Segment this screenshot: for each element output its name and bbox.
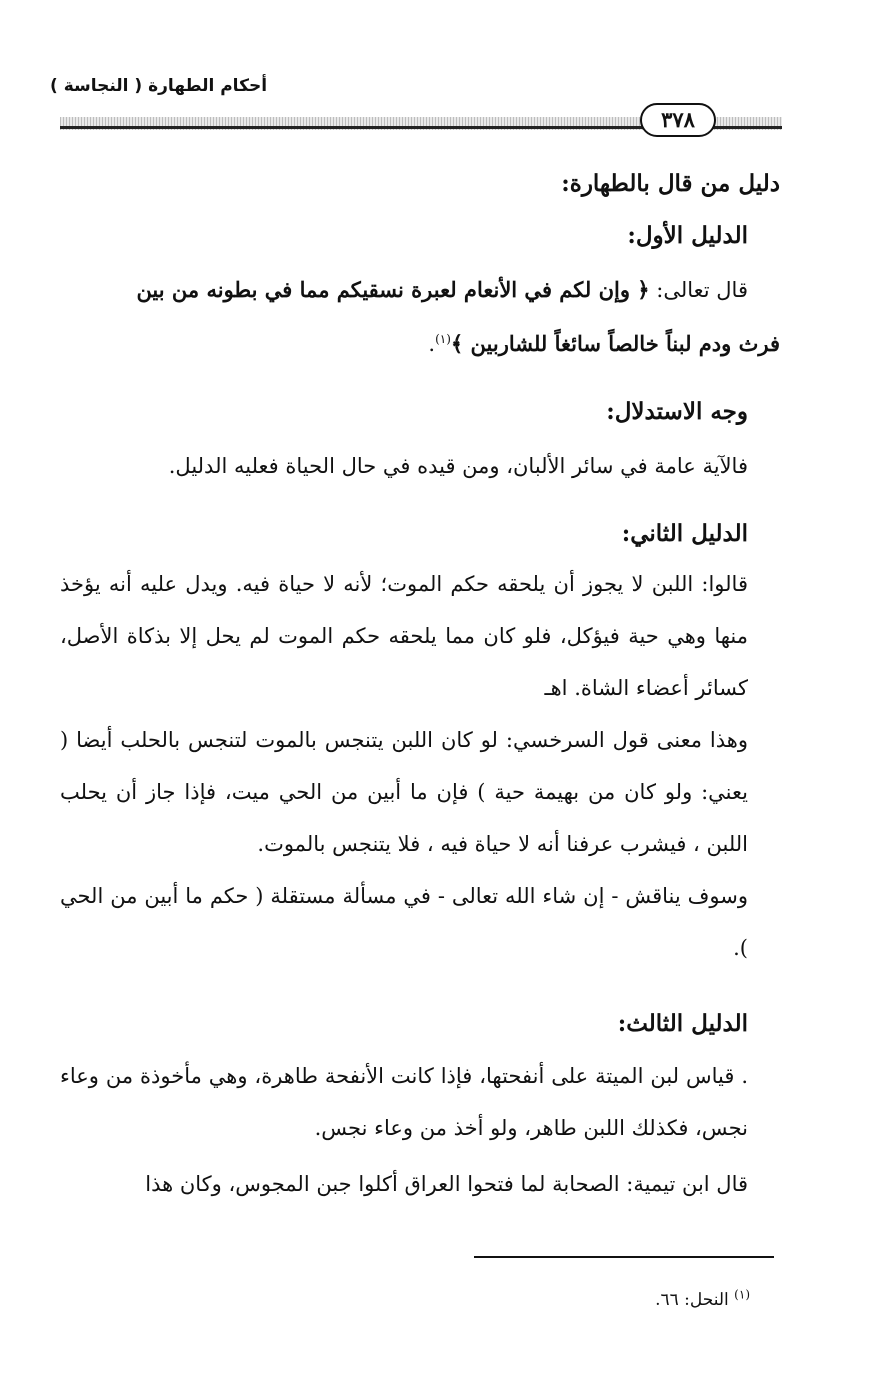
heading-second-evidence: الدليل الثاني: bbox=[621, 520, 748, 547]
heading-third-evidence: الدليل الثالث: bbox=[617, 1010, 748, 1037]
heading-inference: وجه الاستدلال: bbox=[606, 398, 748, 425]
inference-text: فالآية عامة في سائر الألبان، ومن قيده في حال الحياة فعليه الدليل. bbox=[168, 454, 748, 478]
verse-line-1 bbox=[60, 264, 780, 316]
footnote-text: النحل: ٦٦. bbox=[655, 1290, 729, 1310]
verse-line-2: فرث ودم لبناً خالصاً سائغاً للشاربين ﴾$^{(١)}$. bbox=[428, 331, 780, 356]
footnote-rule bbox=[474, 1256, 774, 1258]
footnote-marker: (١) bbox=[734, 1287, 750, 1302]
verse-text-2: فرث ودم لبناً خالصاً سائغاً للشاربين ﴾ bbox=[450, 331, 780, 356]
running-title: أحكام الطهارة ( النجاسة ) bbox=[50, 76, 268, 96]
footnote-ref-1: (١) bbox=[435, 332, 451, 346]
verse-intro: قال تعالى: bbox=[649, 278, 748, 302]
footnote-1 bbox=[474, 1287, 750, 1310]
verse-text-1: ﴿ وإن لكم في الأنعام لعبرة نسقيكم مما في بطونه من بين bbox=[136, 277, 650, 302]
sarakhsi-paragraph: وهذا معنى قول السرخسي: لو كان اللبن يتنجس بالموت لتنجس بالحلب أيضا ( يعني: ولو كان من بهيمة حية ) فإن ما أبين من الحي ميت، فإذا جاز أن يحلب اللبن ، فيشرب عرفنا أنه لا حياة فيه ، فلا يتنجس بالموت. bbox=[60, 728, 748, 856]
third-evidence-paragraph: . قياس لبن الميتة على أنفحتها، فإذا كانت الأنفحة طاهرة، وهي مأخوذة من وعاء نجس، فكذلك اللبن طاهر، ولو أخذ من وعاء نجس. bbox=[60, 1064, 748, 1140]
second-evidence-paragraph: قالوا: اللبن لا يجوز أن يلحقه حكم الموت؛ لأنه لا حياة فيه. ويدل عليه أنه يؤخذ منها وهي حية فيؤكل، فلو كان مما يلحقه حكم الموت لم يحل إلا بذكاة الأصل، كسائر أعضاء الشاة. اهـ bbox=[60, 572, 748, 700]
discussion-paragraph: وسوف يناقش - إن شاء الله تعالى - في مسألة مستقلة ( حكم ما أبين من الحي ). bbox=[60, 884, 748, 960]
heading-evidence-purity: دليل من قال بالطهارة: bbox=[561, 170, 780, 197]
page-number: ٣٧٨ bbox=[640, 103, 716, 137]
ibn-taymiyya-line: قال ابن تيمية: الصحابة لما فتحوا العراق أكلوا جبن المجوس، وكان هذا bbox=[145, 1172, 748, 1196]
heading-first-evidence: الدليل الأول: bbox=[627, 222, 748, 249]
